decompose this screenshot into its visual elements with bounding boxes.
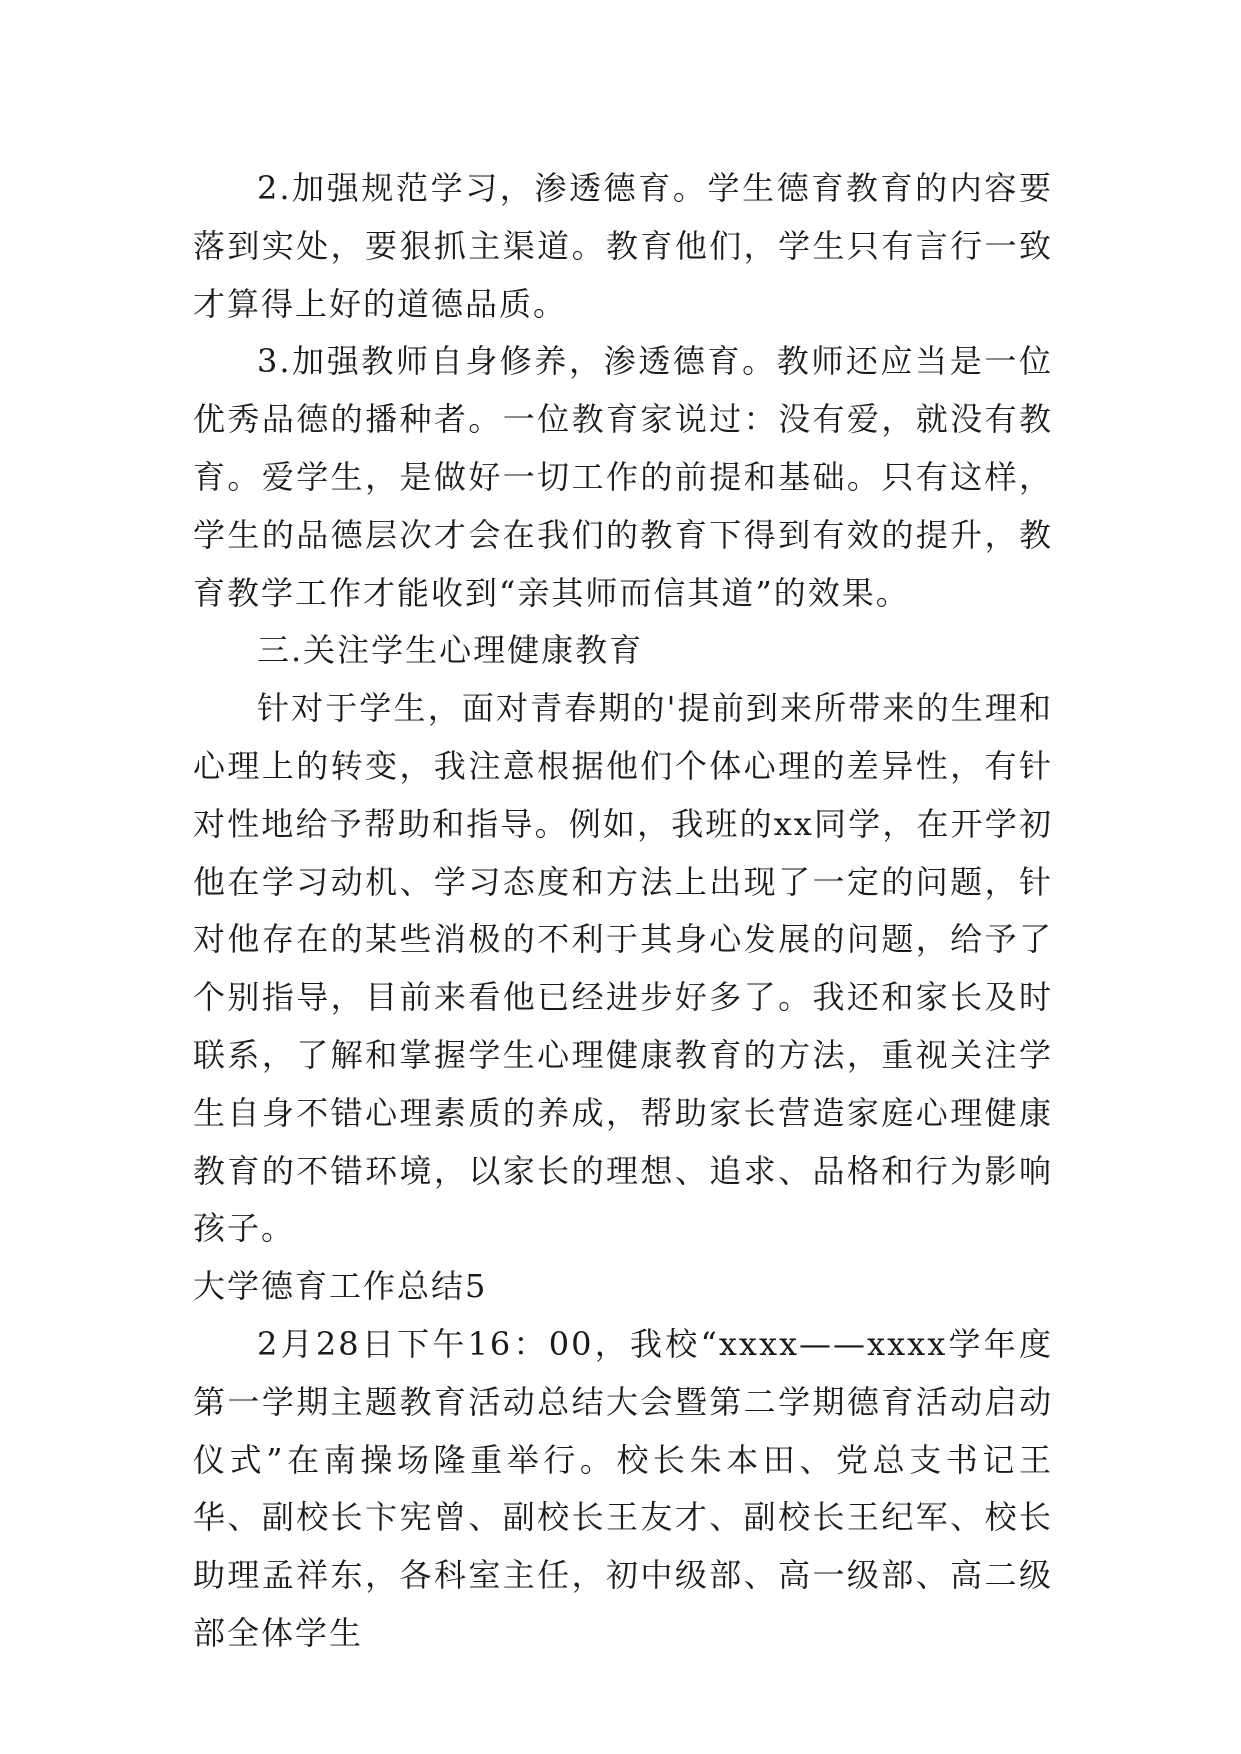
paragraph-section-2: 2.加强规范学习，渗透德育。学生德育教育的内容要落到实处，要狠抓主渠道。教育他们，学生只有言行一致才算得上好的道德品质。 — [193, 169, 1053, 323]
document-body — [193, 160, 1053, 1663]
section-heading-mental-health: 三.关注学生心理健康教育 — [257, 631, 644, 670]
document-title-summary-5: 大学德育工作总结5 — [193, 1267, 488, 1306]
paragraph-event-report: 2月28日下午16：00，我校“xxxx——xxxx学年度第一学期主题教育活动总结大会暨第二学期德育活动启动仪式”在南操场隆重举行。校长朱本田、党总支书记王华、副校长卞宪曾、副校长王友才、副校长王纪军、校长助理孟祥东，各科室主任，初中级部、高一级部、高二级部全体学生 — [193, 1324, 1053, 1652]
paragraph-section-3: 3.加强教师自身修养，渗透德育。教师还应当是一位优秀品德的播种者。一位教育家说过：没有爱，就没有教育。爱学生，是做好一切工作的前提和基础。只有这样，学生的品德层次才会在我们的教育下得到有效的提升，教育教学工作才能收到“亲其师而信其道”的效果。 — [193, 342, 1053, 612]
paragraph-mental-health: 针对于学生，面对青春期的'提前到来所带来的生理和心理上的转变，我注意根据他们个体心理的差异性，有针对性地给予帮助和指导。例如，我班的xx同学，在开学初他在学习动机、学习态度和方法上出现了一定的问题，针对他存在的某些消极的不利于其身心发展的问题，给予了个别指导，目前来看他已经进步好多了。我还和家长及时联系，了解和掌握学生心理健康教育的方法，重视关注学生自身不错心理素质的养成，帮助家长营造家庭心理健康教育的不错环境，以家长的理想、追求、品格和行为影响孩子。 — [193, 689, 1053, 1248]
